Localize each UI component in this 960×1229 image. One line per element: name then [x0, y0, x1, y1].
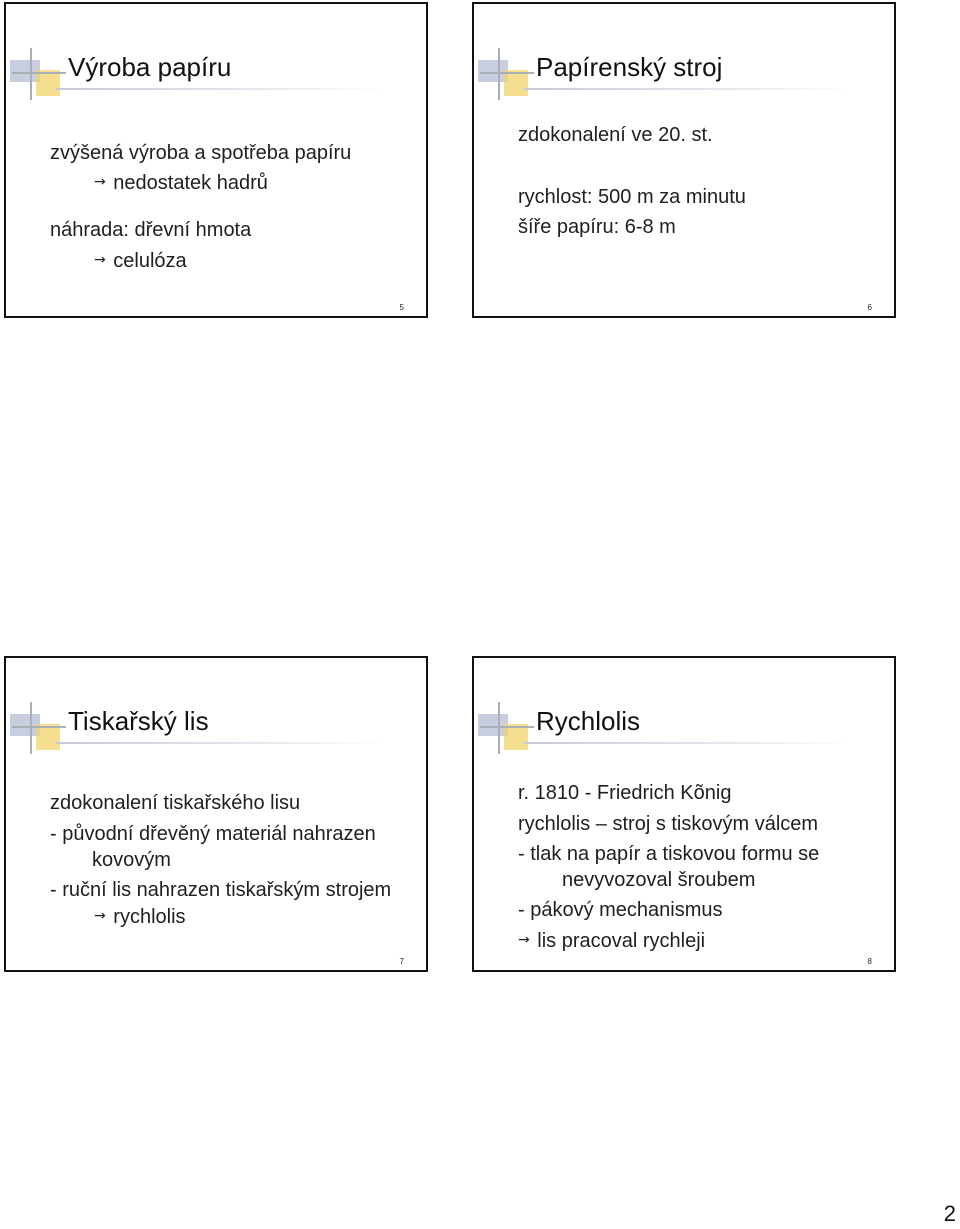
slide-number: 5	[399, 303, 404, 312]
bullet-line-text: lis pracoval rychleji	[537, 930, 706, 952]
title-underline	[56, 742, 386, 744]
slide-8	[472, 656, 896, 972]
bullet-line: šíře papíru: 6-8 m	[518, 216, 676, 238]
bullet-line: r. 1810 - Friedrich Kõnig	[518, 782, 732, 804]
bullet-line-text: rychlolis	[113, 906, 186, 928]
right-arrow-icon: →	[94, 174, 106, 190]
slide-logo-icon	[478, 48, 534, 100]
slide-5	[4, 2, 428, 318]
bullet-line-text: nedostatek hadrů	[113, 172, 268, 194]
bullet-line: náhrada: dřevní hmota	[50, 219, 252, 241]
slide-title: Výroba papíru	[68, 52, 232, 82]
title-underline	[56, 88, 386, 90]
page-number: 2	[943, 1201, 956, 1226]
slide-number: 8	[867, 957, 872, 966]
bullet-line	[94, 907, 186, 927]
bullet-line: rychlolis – stroj s tiskovým válcem	[518, 813, 819, 835]
right-arrow-icon: →	[94, 252, 106, 268]
bullet-line: - ruční lis nahrazen tiskařským strojem	[50, 879, 392, 901]
bullet-line: zdokonalení ve 20. st.	[518, 124, 713, 146]
slide-number: 7	[399, 957, 404, 966]
bullet-line: - původní dřevěný materiál nahrazen	[50, 823, 376, 845]
bullet-line-text: celulóza	[113, 250, 187, 272]
bullet-line	[94, 251, 187, 271]
bullet-line: zvýšená výroba a spotřeba papíru	[50, 142, 352, 164]
slide-7	[4, 656, 428, 972]
bullet-line	[518, 931, 705, 951]
bullet-line: - pákový mechanismus	[518, 899, 723, 921]
slide-logo-icon	[10, 48, 66, 100]
slide-logo-icon	[478, 702, 534, 754]
slide-title: Rychlolis	[536, 706, 641, 736]
bullet-line: - tlak na papír a tiskovou formu se	[518, 843, 820, 865]
bullet-line: nevyvozoval šroubem	[562, 869, 756, 891]
bullet-line: kovovým	[92, 849, 171, 871]
slide-6	[472, 2, 896, 318]
slide-logo-icon	[10, 702, 66, 754]
bullet-line: zdokonalení tiskařského lisu	[50, 792, 301, 814]
right-arrow-icon: →	[94, 908, 106, 924]
right-arrow-icon: →	[518, 932, 530, 948]
slide-title: Papírenský stroj	[536, 52, 723, 82]
title-underline	[524, 742, 854, 744]
slide-number: 6	[867, 303, 872, 312]
bullet-line: rychlost: 500 m za minutu	[518, 186, 746, 208]
title-underline	[524, 88, 854, 90]
bullet-line	[94, 173, 268, 193]
slide-title: Tiskařský lis	[68, 706, 209, 736]
